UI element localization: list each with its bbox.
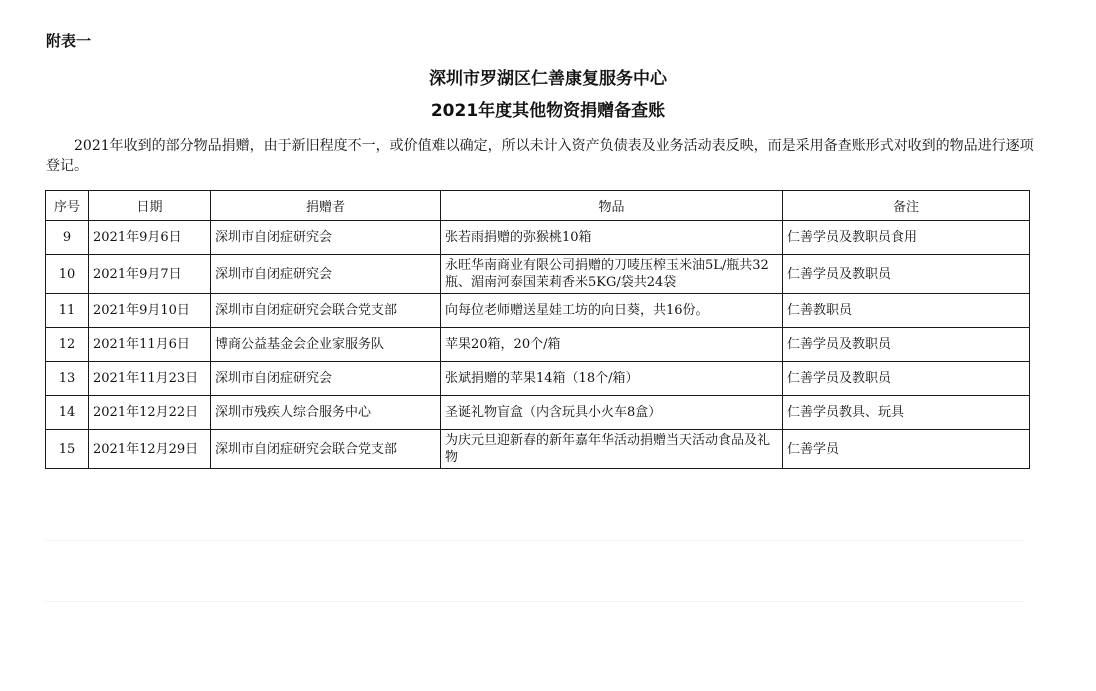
header-note: 备注 [783,191,1030,221]
cell-note: 仁善学员及教职员 [783,362,1030,396]
cell-no: 11 [46,294,89,328]
cell-no: 9 [46,221,89,255]
cell-note: 仁善学员及教职员食用 [783,221,1030,255]
cell-item: 永旺华南商业有限公司捐赠的刀唛压榨玉米油5L/瓶共32瓶、湄南河泰国茉莉香米5KG/袋共24袋 [441,255,783,294]
cell-item: 圣诞礼物盲盒（内含玩具小火车8盒） [441,396,783,430]
table-row [46,221,1030,255]
table-row [46,396,1030,430]
cell-date: 2021年12月22日 [89,396,211,430]
cell-donor: 博商公益基金会企业家服务队 [211,328,441,362]
cell-no: 14 [46,396,89,430]
cell-no: 13 [46,362,89,396]
table-row [46,362,1030,396]
table-row [46,294,1030,328]
cell-donor: 深圳市自闭症研究会 [211,221,441,255]
header-donor: 捐赠者 [211,191,441,221]
table-row [46,255,1030,294]
cell-item: 苹果20箱，20个/箱 [441,328,783,362]
header-no: 序号 [46,191,89,221]
cell-donor: 深圳市自闭症研究会联合党支部 [211,430,441,469]
scan-bleed-through [45,540,1025,602]
cell-date: 2021年9月6日 [89,221,211,255]
cell-donor: 深圳市自闭症研究会 [211,255,441,294]
cell-donor: 深圳市自闭症研究会 [211,362,441,396]
cell-donor: 深圳市残疾人综合服务中心 [211,396,441,430]
cell-donor: 深圳市自闭症研究会联合党支部 [211,294,441,328]
cell-note: 仁善教职员 [783,294,1030,328]
cell-no: 12 [46,328,89,362]
table-header-row [46,191,1030,221]
cell-date: 2021年9月10日 [89,294,211,328]
cell-note: 仁善学员 [783,430,1030,469]
cell-date: 2021年12月29日 [89,430,211,469]
document-title: 深圳市罗湖区仁善康复服务中心 [429,69,667,89]
cell-item: 向每位老师赠送星娃工坊的向日葵，共16份。 [441,294,783,328]
cell-date: 2021年9月7日 [89,255,211,294]
cell-note: 仁善学员及教职员 [783,255,1030,294]
cell-date: 2021年11月6日 [89,328,211,362]
cell-no: 15 [46,430,89,469]
header-date: 日期 [89,191,211,221]
table-row [46,430,1030,469]
document-subtitle: 2021年度其他物资捐赠备查账 [430,101,666,121]
cell-note: 仁善学员及教职员 [783,328,1030,362]
cell-item: 张斌捐赠的苹果14箱（18个/箱） [441,362,783,396]
table-row [46,328,1030,362]
attachment-label: 附表一 [46,32,92,50]
cell-date: 2021年11月23日 [89,362,211,396]
intro-paragraph: 2021年收到的部分物品捐赠，由于新旧程度不一，或价值难以确定，所以未计入资产负债表及业务活动表反映，而是采用备查账形式对收到的物品进行逐项登记。 [46,138,1034,174]
cell-note: 仁善学员教具、玩具 [783,396,1030,430]
cell-item: 张若雨捐赠的弥猴桃10箱 [441,221,783,255]
header-item: 物品 [441,191,783,221]
cell-no: 10 [46,255,89,294]
cell-item: 为庆元旦迎新春的新年嘉年华活动捐赠当天活动食品及礼物 [441,430,783,469]
donation-ledger-table [45,190,1030,469]
